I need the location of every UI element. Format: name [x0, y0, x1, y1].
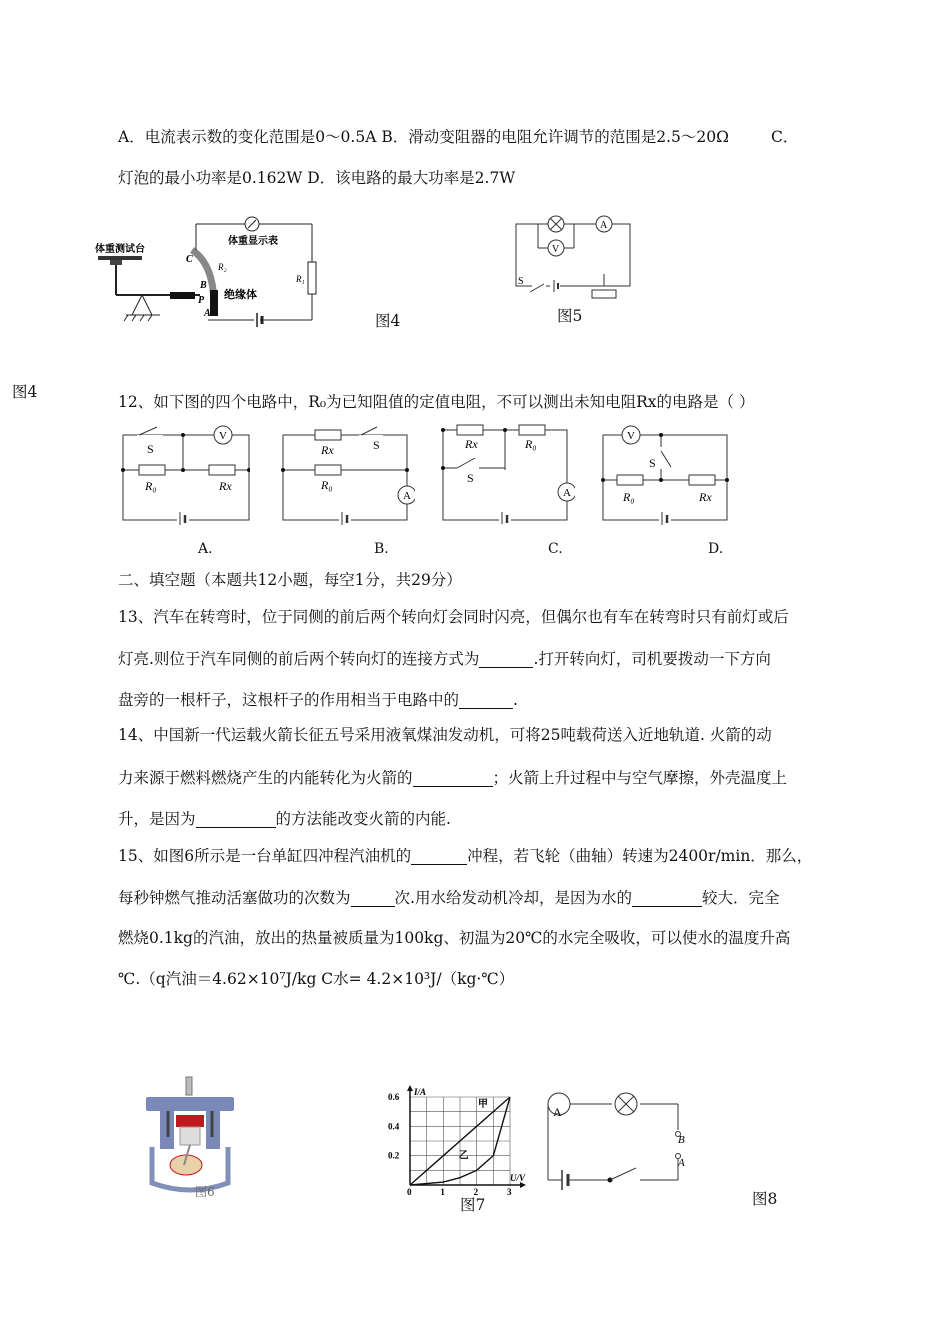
- circuit-a: [115, 425, 250, 525]
- chart-series-label-2: 乙: [458, 1150, 469, 1162]
- section-2-title: 二、填空题（本题共12小题，每空1分，共29分）: [118, 571, 462, 589]
- circuit-a-voltmeter-label: V: [219, 430, 227, 442]
- circuit-d: [595, 425, 735, 525]
- circuit-a-r0-label: R₀: [145, 479, 157, 493]
- circuit-c-r0-label: R₀: [525, 437, 537, 451]
- q15-line4: ℃.（q汽油＝4.62×10⁷J/kg C水= 4.2×10³J/（kg·℃）: [118, 970, 515, 988]
- fig8-caption: 图8: [752, 1190, 778, 1208]
- fig5-switch-label: S: [518, 276, 524, 287]
- circuit-c-ammeter-label: A: [563, 487, 571, 499]
- fig8-ammeter-label: A: [553, 1105, 562, 1119]
- q14-blank-1[interactable]: [413, 770, 493, 787]
- chart-x-tick-label: 3: [507, 1187, 512, 1195]
- chart-y-tick-label: 0.2: [388, 1150, 400, 1161]
- circuit-b: [275, 425, 415, 525]
- circuit-d-voltmeter-label: V: [627, 430, 635, 442]
- chart-y-tick-label: 0.4: [388, 1121, 400, 1132]
- chart-y-tick-label: 0.6: [388, 1092, 400, 1102]
- fig4-r1-label: R₁: [296, 274, 305, 284]
- q15-line1: 15、如图6所示是一台单缸四冲程汽油机的 冲程，若飞轮（曲轴）转速为2400r/min．那么，: [118, 847, 813, 865]
- circuit-c-rx-label: Rx: [465, 437, 478, 451]
- q13-line3: 盘旁的一根杆子，这根杆子的作用相当于电路中的 .: [118, 691, 518, 709]
- chart-x-label: U/V: [510, 1173, 526, 1183]
- q15-blank-2[interactable]: [351, 890, 395, 907]
- circuit-a-switch-label: S: [147, 442, 154, 456]
- circuit-b-rx-label-1: Rx: [321, 443, 334, 457]
- circuit-d-rx-label: Rx: [699, 490, 712, 504]
- q12-option-a: A.: [198, 541, 213, 557]
- q14-line3: 升，是因为 的方法能改变火箭的内能.: [118, 810, 451, 828]
- fig8-a-terminal-label: A: [678, 1157, 685, 1169]
- fig4-p-label: P: [198, 295, 205, 306]
- fig4-c-label: C: [186, 254, 193, 265]
- q12-option-d: D.: [708, 541, 724, 557]
- circuit-b-r0-label: R₀: [321, 478, 333, 492]
- fig6-caption: 图6: [195, 1185, 215, 1199]
- circuit-b-ammeter-label: A: [403, 490, 411, 502]
- q11-options-line2: 灯泡的最小功率是0.162W D．该电路的最大功率是2.7W: [118, 169, 516, 187]
- figure-7-iu-chart: [380, 1085, 530, 1195]
- chart-x-tick-label: 0: [407, 1187, 412, 1195]
- chart-series-label-1: 甲: [478, 1099, 488, 1110]
- fig4-platform-label: 体重测试台: [95, 244, 145, 255]
- circuit-c-switch-label: S: [467, 471, 474, 485]
- fig5-ammeter-label: A: [600, 220, 608, 231]
- q13-blank-2[interactable]: [459, 692, 513, 709]
- figure-8-circuit: [540, 1090, 690, 1195]
- circuit-a-rx-label: Rx: [219, 479, 232, 493]
- fig4-a-label: A: [204, 308, 211, 319]
- q12-option-c: C.: [548, 541, 563, 557]
- q11-options-line1: A．电流表示数的变化范围是0～0.5A B．滑动变阻器的电阻允许调节的范围是2.5～20Ω C．: [118, 128, 799, 146]
- q13-blank-1[interactable]: [479, 651, 533, 668]
- q13-line2: 灯亮.则位于汽车同侧的前后两个转向灯的连接方式为 .打开转向灯，司机要拨动一下方向: [118, 650, 771, 668]
- figure-6-engine: [140, 1075, 240, 1200]
- fig5-voltmeter-label: V: [552, 244, 560, 255]
- q12-stem: 12、如下图的四个电路中，R₀为已知阻值的定值电阻，不可以测出未知电阻Rx的电路是（ ）: [118, 393, 755, 411]
- q15-line3: 燃烧0.1kg的汽油，放出的热量被质量为100kg、初温为20℃的水完全吸收，可以使水的温度升高: [118, 929, 791, 947]
- figure-4-weight-scale: [90, 210, 330, 335]
- figure-5-circuit: [510, 212, 635, 307]
- fig8-b-terminal-label: B: [678, 1134, 685, 1146]
- q12-option-b: B.: [374, 541, 389, 557]
- fig7-caption: 图7: [460, 1196, 486, 1214]
- circuit-b-switch-label: S: [373, 438, 380, 452]
- q14-blank-2[interactable]: [196, 811, 276, 828]
- chart-x-tick-label: 2: [473, 1187, 479, 1195]
- q15-blank-1[interactable]: [411, 848, 467, 865]
- chart-y-label: I/A: [414, 1087, 427, 1097]
- q14-line1: 14、中国新一代运载火箭长征五号采用液氧煤油发动机，可将25吨载荷送入近地轨道. 火箭的动: [118, 726, 772, 744]
- q14-line2: 力来源于燃料燃烧产生的内能转化为火箭的 ；火箭上升过程中与空气摩擦，外壳温度上: [118, 769, 788, 787]
- circuit-c: [435, 420, 575, 525]
- q13-line1: 13、汽车在转弯时，位于同侧的前后两个转向灯会同时闪亮，但偶尔也有车在转弯时只有前灯或后: [118, 608, 789, 626]
- chart-x-tick-label: 1: [440, 1187, 445, 1195]
- fig4-meter-label: 体重显示表: [228, 236, 278, 247]
- q15-blank-3[interactable]: [632, 890, 702, 907]
- fig5-caption: 图5: [557, 307, 583, 325]
- circuit-d-r0-label: R₀: [623, 490, 635, 504]
- circuit-d-switch-label: S: [649, 456, 656, 470]
- q15-line2: 每秒钟燃气推动活塞做功的次数为 次.用水给发动机冷却，是因为水的 较大．完全: [118, 889, 780, 907]
- fig4-insulator-label: 绝缘体: [224, 289, 257, 301]
- fig4-caption: 图4: [375, 312, 401, 330]
- fig4-left-label: 图4: [12, 383, 38, 401]
- fig4-r2-label: R₂: [218, 262, 227, 272]
- fig4-b-label: B: [200, 280, 207, 291]
